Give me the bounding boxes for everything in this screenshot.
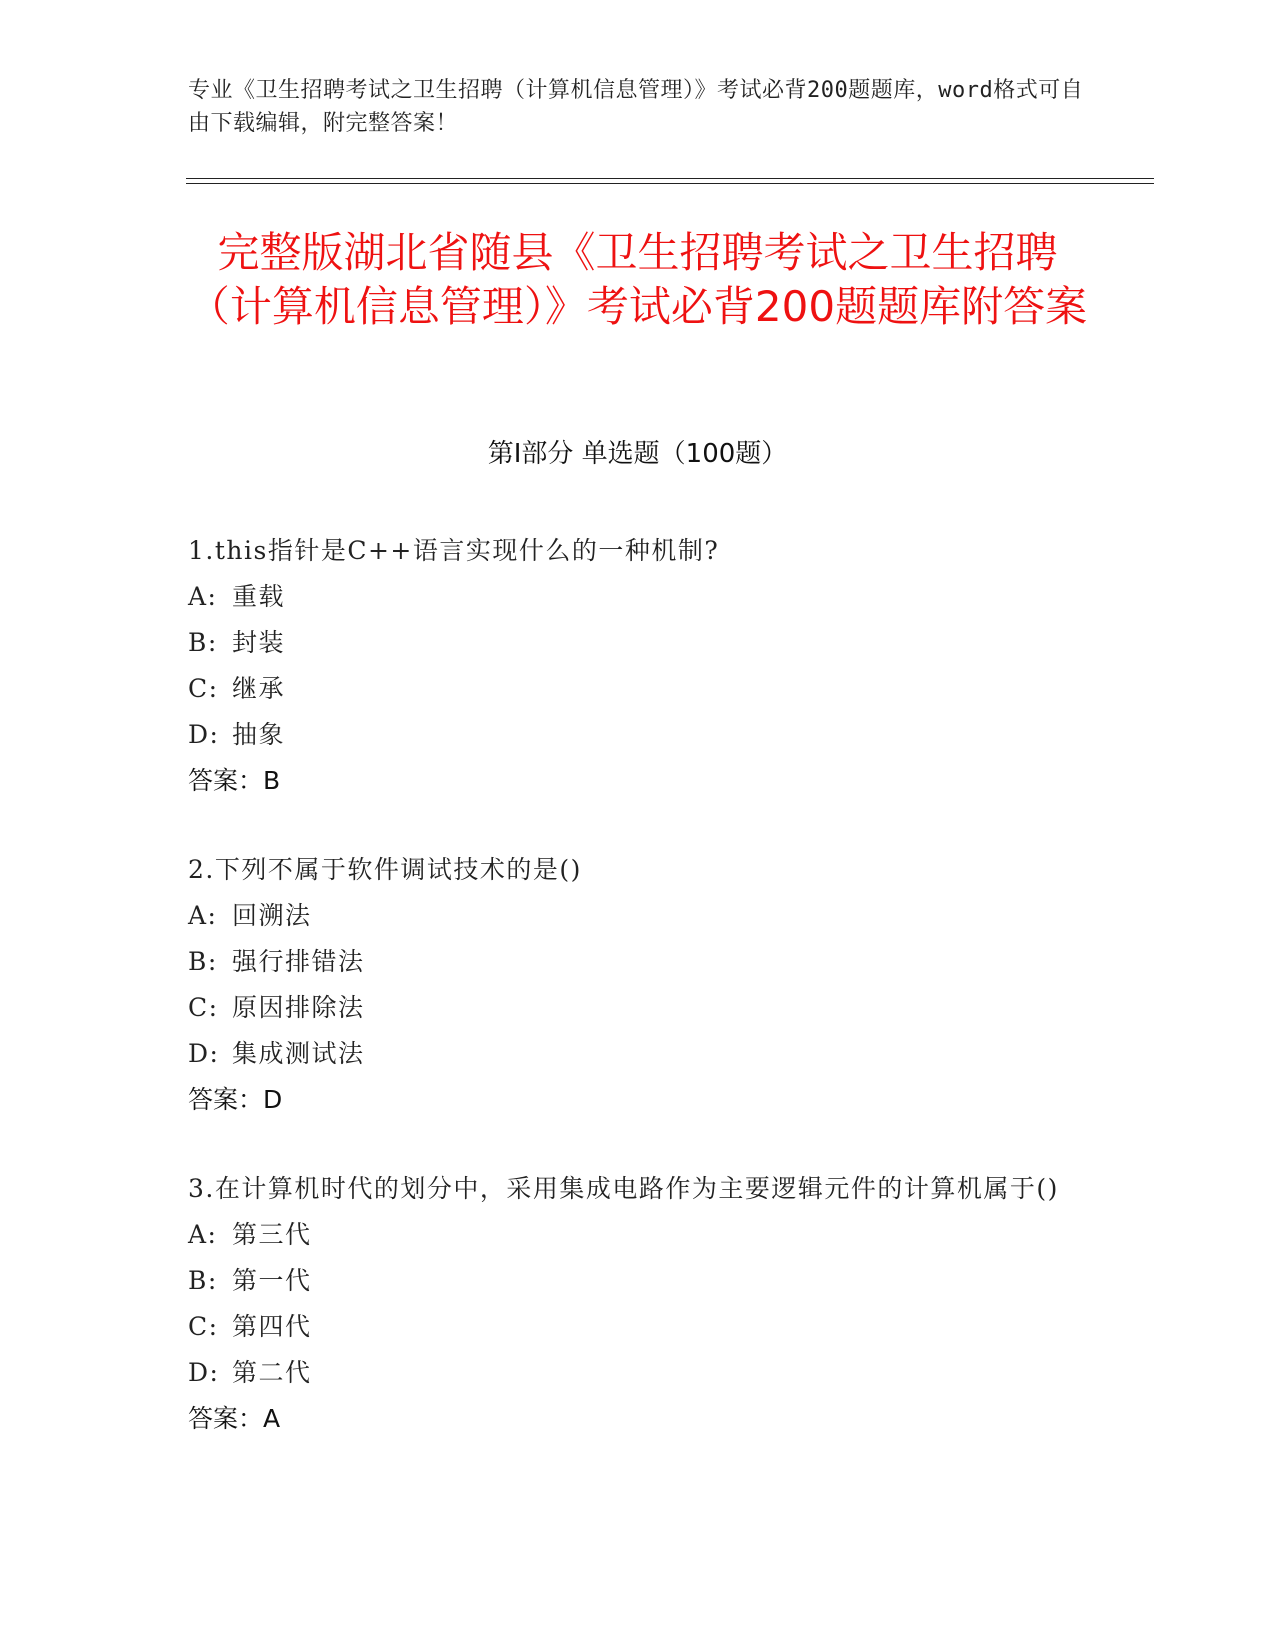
option-text: 封装	[232, 628, 286, 657]
option-text: 第四代	[232, 1312, 312, 1341]
option-text: 原因排除法	[232, 993, 365, 1022]
option-letter: C:	[188, 1312, 219, 1341]
question-stem: 1.this指针是C++语言实现什么的一种机制?	[188, 536, 720, 565]
option-c	[188, 1304, 1088, 1350]
option-letter: D:	[188, 1358, 220, 1387]
option-a	[188, 1212, 1088, 1258]
option-letter: B:	[188, 947, 218, 976]
option-b	[188, 1258, 1088, 1304]
option-text: 抽象	[232, 720, 286, 749]
answer: 答案：D	[188, 1085, 283, 1114]
option-letter: A:	[188, 901, 218, 930]
option-text: 第二代	[232, 1358, 312, 1387]
option-letter: A:	[188, 1220, 218, 1249]
option-text: 强行排错法	[232, 947, 365, 976]
answer: 答案：A	[188, 1404, 281, 1433]
option-letter: B:	[188, 628, 218, 657]
option-text: 集成测试法	[232, 1039, 365, 1068]
option-text: 第三代	[232, 1220, 312, 1249]
option-letter: C:	[188, 993, 219, 1022]
option-d	[188, 1031, 1088, 1077]
question-1	[188, 528, 1088, 804]
section-title: 第Ⅰ部分 单选题（100题）	[487, 439, 788, 469]
question-stem: 2.下列不属于软件调试技术的是()	[188, 855, 582, 884]
option-b	[188, 939, 1088, 985]
header-note: 专业《卫生招聘考试之卫生招聘（计算机信息管理）》考试必背200题题库，word格式可自由下载编辑，附完整答案！	[188, 78, 1084, 136]
header-rule-bottom	[186, 183, 1154, 184]
option-letter: D:	[188, 1039, 220, 1068]
option-c	[188, 985, 1088, 1031]
answer: 答案：B	[188, 766, 281, 795]
option-c	[188, 666, 1088, 712]
option-a	[188, 893, 1088, 939]
option-text: 继承	[232, 674, 286, 703]
option-a	[188, 574, 1088, 620]
option-letter: D:	[188, 720, 220, 749]
question-stem: 3.在计算机时代的划分中，采用集成电路作为主要逻辑元件的计算机属于()	[188, 1174, 1059, 1203]
option-text: 第一代	[232, 1266, 312, 1295]
option-letter: C:	[188, 674, 219, 703]
option-text: 回溯法	[232, 901, 312, 930]
option-b	[188, 620, 1088, 666]
option-d	[188, 712, 1088, 758]
question-2	[188, 847, 1088, 1123]
question-3	[188, 1166, 1088, 1442]
option-text: 重载	[232, 582, 286, 611]
header-rule-top	[186, 178, 1154, 179]
option-d	[188, 1350, 1088, 1396]
option-letter: B:	[188, 1266, 218, 1295]
document-title: 完整版湖北省随县《卫生招聘考试之卫生招聘（计算机信息管理）》考试必背200题题库附答案	[187, 228, 1088, 331]
option-letter: A:	[188, 582, 218, 611]
